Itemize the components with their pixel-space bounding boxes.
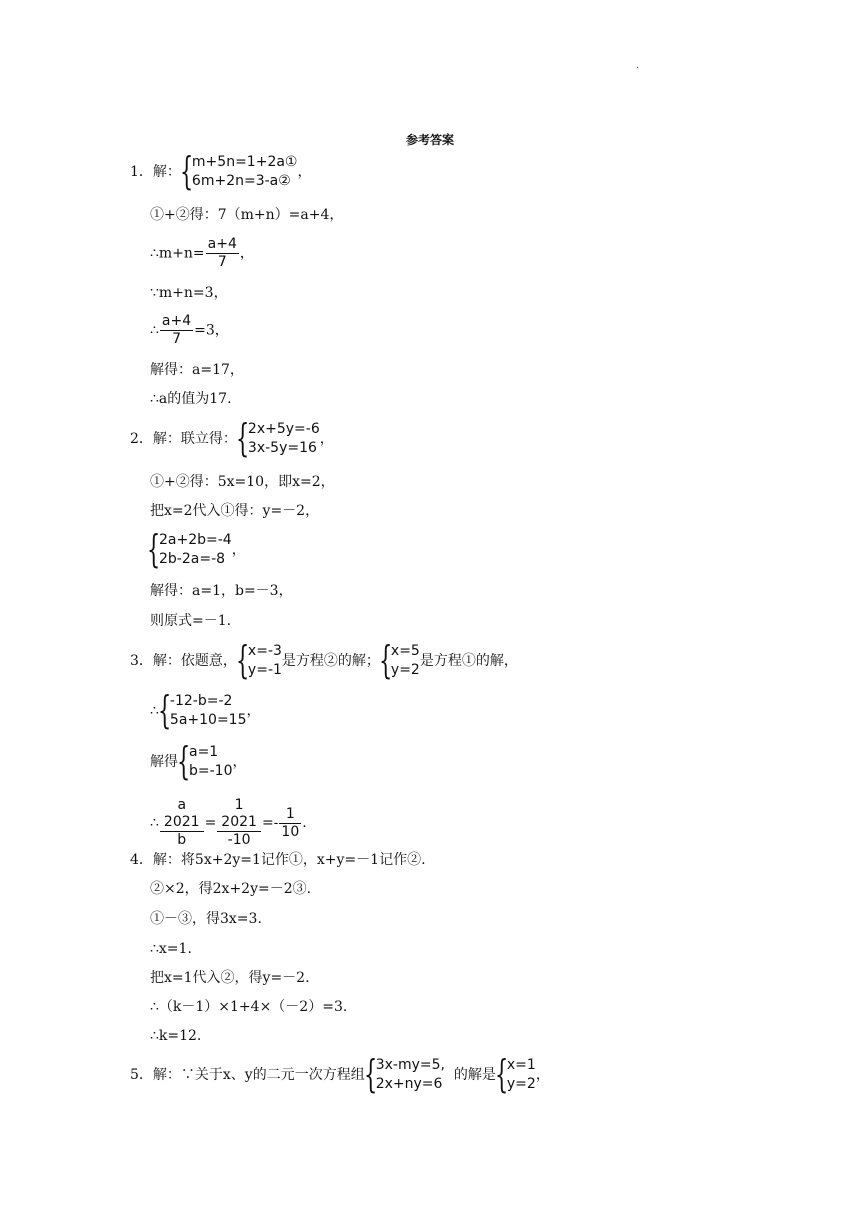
frac-denominator: 7 (172, 331, 181, 347)
p3-sysb-eq1: x=5 (390, 643, 420, 659)
p2-system-2: { 2a+2b=-4 2b-2a=-8 (147, 527, 232, 571)
p5-sys2-eq2: y=2 (506, 1076, 536, 1092)
p3-system-2: { -12-b=-2 5a+10=15 (157, 688, 247, 732)
p3-line3 (150, 739, 247, 783)
p5-tail: ， (535, 1067, 550, 1083)
frac-numerator (160, 797, 204, 832)
p2-line2: ①+②得：5x=10，即x=2， (150, 474, 335, 490)
p2-line3: 把x=2代入①得：y=－2， (150, 503, 320, 519)
p4-line1: 4．解：将5x+2y=1记作①，x+y=－1记作②. (130, 852, 426, 868)
p4-line3: ①－③，得3x=3. (150, 911, 262, 927)
p3-fraction-1 (160, 797, 204, 849)
p5-sys2-eq1: x=1 (506, 1057, 536, 1073)
p3-fraction-3 (279, 806, 301, 841)
p1-line7: ∴a的值为17. (150, 391, 232, 407)
p2-system: { 2x+5y=-6 3x-5y=16 (235, 416, 320, 460)
p1-eq1: m+5n=1+2a① (191, 154, 298, 170)
p3-system-b: { x=5 y=2 (378, 638, 420, 682)
p1-fraction-2 (160, 313, 193, 348)
p4-line2: ②×2，得2x+2y=－2③. (150, 881, 312, 897)
p5-mid: 的解是 (453, 1067, 496, 1083)
frac-exponent: 2021 (221, 814, 257, 830)
header-dot: . (636, 60, 640, 71)
p3-sys3-eq1: a=1 (189, 744, 219, 760)
p1-eq2: 6m+2n=3-a② (191, 173, 291, 189)
p3-equals-neg: =- (261, 815, 279, 831)
frac-numerator: a+4 (161, 313, 192, 329)
p5-eq1: 3x-my=5, (375, 1057, 445, 1073)
p5-line1 (130, 1052, 550, 1096)
p3-l4-end: . (302, 815, 307, 831)
p3-system-3: { a=1 b=-10 (177, 739, 233, 783)
p3-line1 (130, 638, 518, 682)
p1-number: 1．解： (130, 164, 181, 180)
p1-system: { m+5n=1+2a① 6m+2n=3-a② (179, 149, 298, 193)
frac-denominator: 7 (217, 254, 227, 270)
p3-l2-post: ， (246, 703, 261, 719)
p5-system-2: { x=1 y=2 (494, 1052, 536, 1096)
frac-base: a (177, 797, 187, 813)
p2-sys2-eq1: 2a+2b=-4 (159, 532, 232, 548)
p1-line5 (150, 313, 229, 348)
p4-line4: ∴x=1. (150, 941, 192, 957)
p3-sys2-eq1: -12-b=-2 (169, 693, 233, 709)
p1-l5-post: =3， (194, 322, 229, 339)
frac-denominator: 10 (281, 823, 300, 840)
p1-fraction-1 (206, 236, 239, 271)
p3-line4 (150, 797, 307, 849)
p5-number: 5．解：∵关于x、y的二元一次方程组 (130, 1067, 365, 1083)
p3-sys3-eq2: b=-10 (189, 763, 233, 779)
p3-l2-pre: ∴ (150, 703, 159, 719)
p3-equals: = (204, 815, 217, 831)
p4-line5: 把x=1代入②，得y=－2. (150, 970, 310, 986)
p3-sys2-eq2: 5a+10=15 (169, 712, 247, 728)
p2-tail: ， (319, 431, 334, 447)
p1-line4: ∵m+n=3， (150, 285, 228, 301)
p3-mid: 是方程②的解； (281, 653, 380, 669)
p2-sys2-tail: ， (231, 542, 246, 558)
frac-denominator: -10 (227, 832, 251, 848)
p3-number: 3．解：依题意， (130, 653, 237, 669)
page-title: 参考答案 (405, 133, 454, 147)
p3-l4-pre: ∴ (150, 815, 159, 831)
p3-end: 是方程①的解， (419, 653, 518, 669)
frac-numerator (217, 797, 261, 832)
p5-system: { 3x-my=5, 2x+ny=6 (363, 1052, 445, 1096)
p1-line6: 解得：a=17， (150, 362, 244, 378)
p1-line3 (150, 236, 254, 271)
p1-l3-post: ， (239, 245, 254, 262)
p3-sysa-eq2: y=-1 (247, 662, 282, 678)
p1-l3-pre: ∴m+n= (150, 245, 205, 262)
p3-l3-post: ， (232, 754, 247, 770)
p1-line2: ①+②得：7（m+n）=a+4， (150, 207, 344, 223)
p3-fraction-2 (217, 797, 261, 849)
p2-line5: 解得：a=1，b=－3， (150, 583, 293, 599)
frac-exponent: 2021 (163, 814, 200, 830)
p2-eq1: 2x+5y=-6 (247, 421, 320, 437)
frac-numerator: a+4 (207, 236, 237, 252)
p2-line4 (147, 527, 246, 571)
p4-line6: ∴（k－1）×1+4×（－2）=3. (150, 999, 348, 1015)
p2-line6: 则原式=－1. (150, 613, 232, 629)
p2-sys2-eq2: 2b-2a=-8 (159, 551, 226, 567)
p2-line1 (130, 416, 334, 460)
p2-eq2: 3x-5y=16 (247, 440, 317, 456)
p1-l5-pre: ∴ (150, 322, 159, 339)
p4-line7: ∴k=12. (150, 1028, 202, 1044)
p3-sysa-eq1: x=-3 (247, 643, 282, 659)
p2-number: 2．解：联立得： (130, 431, 237, 447)
p1-line1 (130, 149, 312, 193)
p1-tail: ， (297, 164, 312, 180)
frac-base: 1 (234, 797, 244, 813)
frac-denominator: b (177, 832, 187, 848)
p3-line2 (150, 688, 261, 732)
p3-sysb-eq2: y=2 (390, 662, 420, 678)
p5-eq2: 2x+ny=6 (375, 1076, 443, 1092)
p3-system-a: { x=-3 y=-1 (235, 638, 282, 682)
p3-l3-pre: 解得 (150, 754, 178, 770)
frac-numerator: 1 (279, 806, 301, 824)
